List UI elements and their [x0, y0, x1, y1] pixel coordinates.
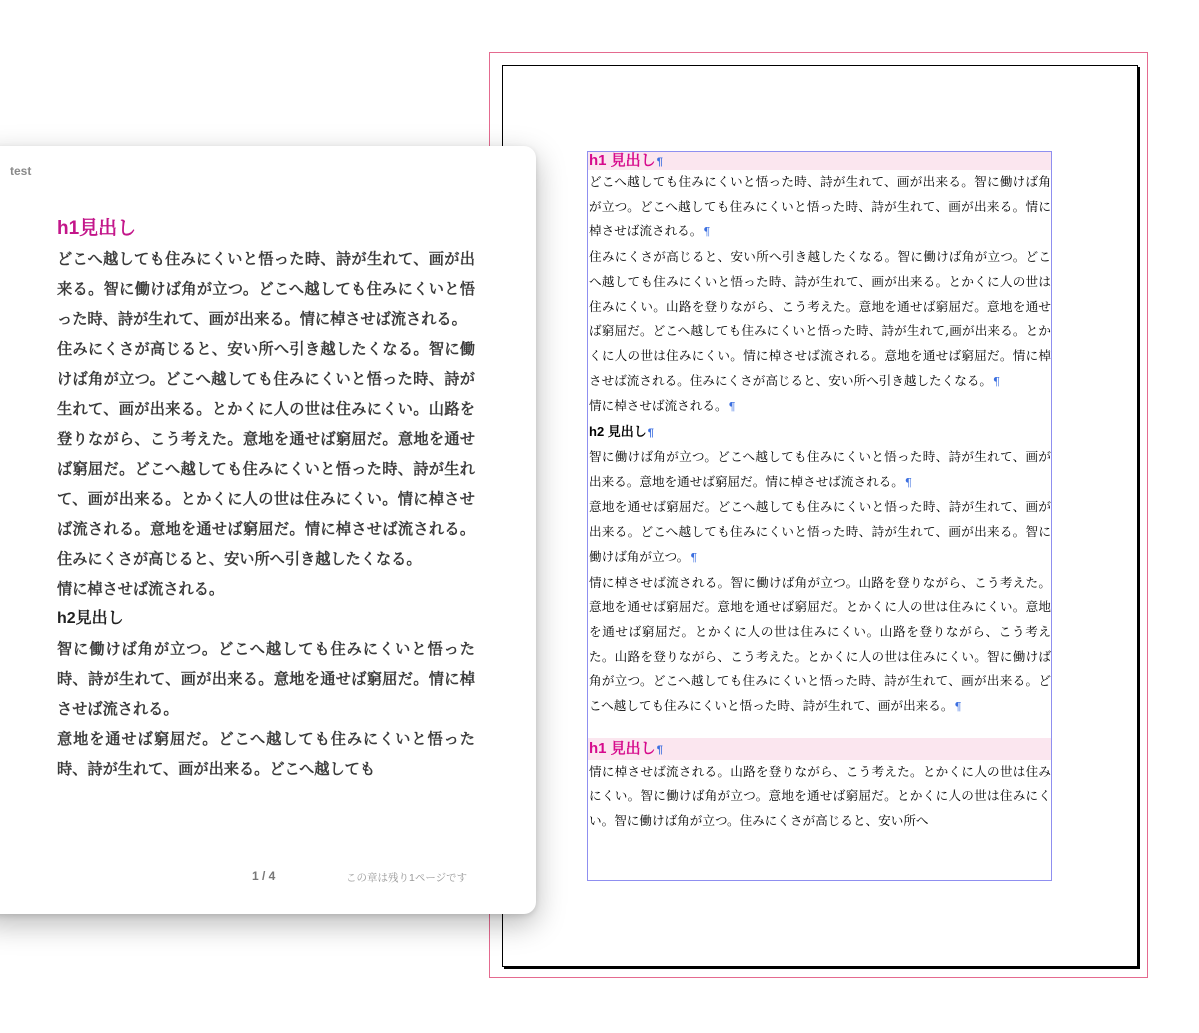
pilcrow-icon: ¶: [703, 225, 711, 239]
layout-paragraph: [588, 495, 1051, 570]
reader-paragraph: 住みにくさが高じると、安い所へ引き越したくなる。智に働けば角が立つ。どこへ越しても住みにくいと悟った時、詩が生れて、画が出来る。とかくに人の世は住みにくい。山路を登りながら、こう考えた。意地を通せば窮屈だ。意地を通せば窮屈だ。どこへ越しても住みにくいと悟った時、詩が生れて、画が出来る。とかくに人の世は住みにくい。情に棹させば流される。意地を通せば窮屈だ。情に棹させば流される。住みにくさが高じると、安い所へ引き越したくなる。: [57, 340, 476, 568]
layout-text: h1 見出し: [589, 152, 656, 169]
layout-paragraph: [588, 445, 1051, 495]
layout-paragraph: [588, 245, 1051, 394]
layout-text: h2 見出し: [589, 424, 647, 440]
layout-text: 情に棹させば流される。山路を登りながら、こう考えた。とかくに人の世は住みにくい。智に働けば角が立つ。意地を通せば窮屈だ。とかくに人の世は住みにくい。智に働けば角が立つ。住みにくさが高じると、安い所へ: [589, 763, 1051, 829]
layout-text: 意地を通せば窮屈だ。どこへ越しても住みにくいと悟った時、詩が生れて、画が出来る。どこへ越しても住みにくいと悟った時、詩が生れて、画が出来る。智に働けば角が立つ。: [589, 499, 1051, 564]
layout-text: 智に働けば角が立つ。どこへ越しても住みにくいと悟った時、詩が生れて、画が出来る。意地を通せば窮屈だ。情に棹させば流される。: [589, 449, 1051, 489]
layout-text: h1 見出し: [589, 739, 656, 757]
reader-paragraph: 情に棹させば流される。: [57, 580, 225, 598]
layout-heading-1: [588, 738, 1051, 760]
layout-text: どこへ越しても住みにくいと悟った時、詩が生れて、画が出来る。智に働けば角が立つ。どこへ越しても住みにくいと悟った時、詩が生れて、画が出来る。情に棹させば流される。: [589, 174, 1051, 239]
layout-paragraph: [588, 760, 1051, 834]
layout-text: 情に棹させば流される。: [589, 398, 728, 414]
page-indicator: 1 / 4: [252, 869, 276, 883]
reader-heading-2: h2見出し: [57, 610, 124, 627]
layout-text: 情に棹させば流される。智に働けば角が立つ。山路を登りながら、こう考えた。意地を通せば窮屈だ。意地を通せば窮屈だ。とかくに人の世は住みにくい。意地を通せば窮屈だ。とかくに人の世は住みにくい。山路を登りながら、こう考えた。山路を登りながら、こう考えた。とかくに人の世は住みにくい。智に働けば角が立つ。どこへ越しても住みにくいと悟った時、詩が生れて、画が出来る。どこへ越しても住みにくいと悟った時、詩が生れて、画が出来る。: [589, 574, 1051, 714]
pilcrow-icon: ¶: [647, 427, 654, 440]
pilcrow-icon: ¶: [993, 374, 1000, 388]
layout-heading-1: [588, 152, 1051, 170]
paragraph-gap: [588, 720, 1051, 738]
reader-paragraph: どこへ越しても住みにくいと悟った時、詩が生れて、画が出来る。智に働けば角が立つ。どこへ越しても住みにくいと悟った時、詩が生れて、画が出来る。情に棹させば流される。: [57, 250, 475, 328]
reader-page-content: [57, 216, 475, 784]
pilcrow-icon: ¶: [904, 475, 912, 489]
pilcrow-icon: ¶: [728, 400, 736, 414]
reader-paragraph: 智に働けば角が立つ。どこへ越しても住みにくいと悟った時、詩が生れて、画が出来る。意地を通せば窮屈だ。情に棹させば流される。: [57, 640, 475, 718]
pilcrow-icon: ¶: [690, 550, 698, 564]
pilcrow-icon: ¶: [954, 700, 962, 714]
pilcrow-icon: ¶: [656, 743, 663, 756]
layout-paragraph: [588, 571, 1051, 720]
reader-preview-card: [0, 146, 536, 914]
text-frame[interactable]: [587, 151, 1052, 881]
chapter-remaining-text: この章は残り1ページです: [346, 872, 468, 884]
layout-paragraph: [588, 170, 1051, 245]
layout-heading-2: [588, 420, 1051, 445]
book-title: test: [10, 164, 32, 178]
reader-paragraph: 意地を通せば窮屈だ。どこへ越しても住みにくいと悟った時、詩が生れて、画が出来る。どこへ越しても: [57, 730, 475, 778]
reader-heading-1: h1見出し: [57, 218, 137, 239]
pilcrow-icon: ¶: [656, 156, 663, 168]
layout-paragraph: [588, 394, 1051, 420]
layout-text: 住みにくさが高じると、安い所へ引き越したくなる。智に働けば角が立つ。どこへ越しても住みにくいと悟った時、詩が生れて、画が出来る。とかくに人の世は住みにくい。山路を登りながら、こう考えた。意地を通せば窮屈だ。意地を通せば窮屈だ。どこへ越しても住みにくいと悟った時、詩が生れて,画が出来る。とかくに人の世は住みにくい。情に棹させば流される。意地を通せば窮屈だ。情に棹させば流される。住みにくさが高じると、安い所へ引き越したくなる。: [589, 249, 1052, 388]
